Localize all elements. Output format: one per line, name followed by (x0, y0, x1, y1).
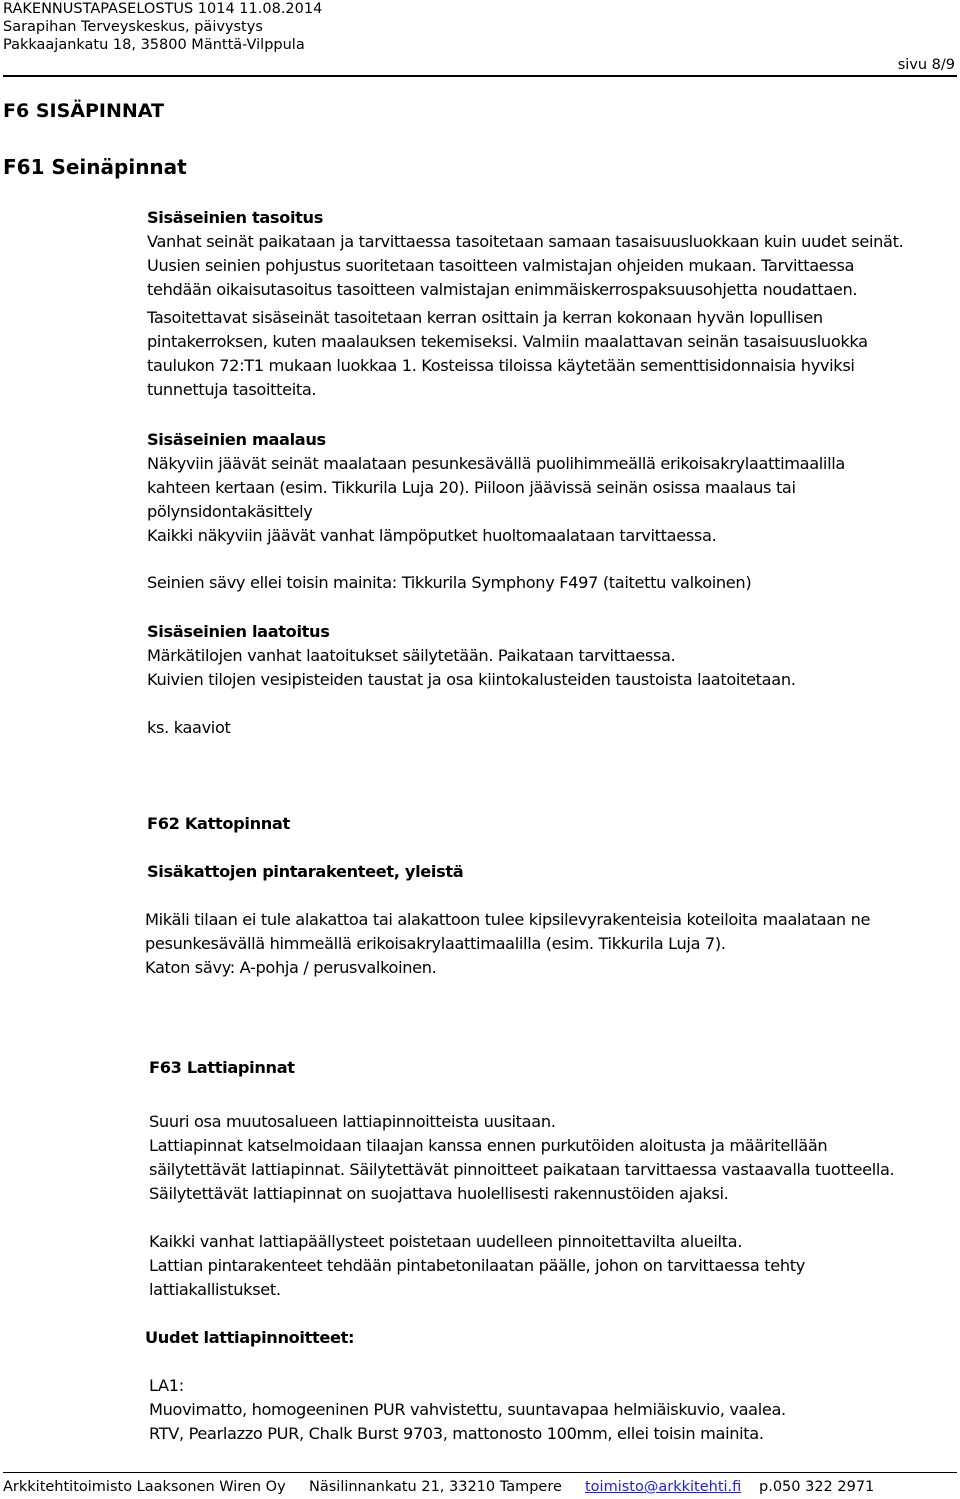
heading-new-floorings: Uudet lattiapinnoitteet: (145, 1328, 355, 1347)
tasoitus-line: tunnettuja tasoitteita. (147, 380, 317, 399)
la1-line: RTV, Pearlazzo PUR, Chalk Burst 9703, mattonosto 100mm, ellei toisin mainita. (149, 1424, 764, 1443)
footer-phone: p.050 322 2971 (759, 1479, 875, 1495)
laatoitus-line: Kuivien tilojen vesipisteiden taustat ja osa kiintokalusteiden taustoista laatoitetaan. (147, 670, 796, 689)
la1-line: Muovimatto, homogeeninen PUR vahvistettu, suuntavapaa helmiäiskuvio, vaalea. (149, 1400, 786, 1419)
maalaus-line: Kaikki näkyviin jäävät vanhat lämpöputket huoltomaalataan tarvittaessa. (147, 526, 717, 545)
tasoitus-line: Tasoitettavat sisäseinät tasoitetaan kerran osittain ja kerran kokonaan hyvän lopullisen (147, 308, 823, 327)
lattia-line: Suuri osa muutosalueen lattiapinnoitteista uusitaan. (149, 1112, 556, 1131)
lattia-line: Säilytettävät lattiapinnat on suojattava huolellisesti rakennustöiden ajaksi. (149, 1184, 729, 1203)
lattia-line: Lattian pintarakenteet tehdään pintabetonilaatan päälle, johon on tarvittaessa tehty (149, 1256, 805, 1275)
lattia-line: Kaikki vanhat lattiapäällysteet poistetaan uudelleen pinnoitettavilta alueilta. (149, 1232, 743, 1251)
maalaus-line: Näkyviin jäävät seinät maalataan pesunkesävällä puolihimmeällä erikoisakrylaattimaalilla (147, 454, 845, 473)
section-title-f61: F61 Seinäpinnat (3, 155, 187, 179)
footer-email-link[interactable]: toimisto@arkkitehti.fi (585, 1479, 742, 1495)
section-title-f62: F62 Kattopinnat (147, 814, 290, 833)
section-title-f6: F6 SISÄPINNAT (3, 100, 164, 122)
katto-line: pesunkesävällä himmeällä erikoisakrylaattimaalilla (esim. Tikkurila Luja 7). (145, 934, 726, 953)
diagram-reference: ks. kaaviot (147, 718, 231, 737)
maalaus-line: kahteen kertaan (esim. Tikkurila Luja 20). Piiloon jäävissä seinän osissa maalaus tai (147, 478, 796, 497)
page-number: sivu 8/9 (897, 57, 955, 73)
heading-kattopinnat: Sisäkattojen pintarakenteet, yleistä (147, 862, 464, 881)
katto-line: Mikäli tilaan ei tule alakattoa tai alakattoon tulee kipsilevyrakenteisia koteiloita maalataan ne (145, 910, 871, 929)
la1-label: LA1: (149, 1376, 184, 1395)
tasoitus-line: pintakerroksen, kuten maalauksen tekemiseksi. Valmiin maalattavan seinän tasaisuusluokka (147, 332, 868, 351)
header-divider (3, 75, 957, 77)
header-title: RAKENNUSTAPASELOSTUS 1014 11.08.2014 (3, 1, 323, 17)
maalaus-line: pölynsidontakäsittely (147, 502, 313, 521)
laatoitus-line: Märkätilojen vanhat laatoitukset säilytetään. Paikataan tarvittaessa. (147, 646, 676, 665)
footer-divider (3, 1472, 957, 1473)
lattia-line: säilytettävät lattiapinnat. Säilytettävät pinnoitteet paikataan tarvittaessa vastaavalla tuotteella. (149, 1160, 895, 1179)
footer-address: Näsilinnankatu 21, 33210 Tampere (309, 1479, 562, 1495)
header-project: Sarapihan Terveyskeskus, päivystys (3, 19, 263, 35)
wall-color-note: Seinien sävy ellei toisin mainita: Tikkurila Symphony F497 (taitettu valkoinen) (147, 573, 752, 592)
tasoitus-line: Uusien seinien pohjustus suoritetaan tasoitteen valmistajan ohjeiden mukaan. Tarvittaessa (147, 256, 855, 275)
tasoitus-line: tehdään oikaisutasoitus tasoitteen valmistajan enimmäiskerrospaksuusohjetta noudattaen. (147, 280, 858, 299)
tasoitus-line: Vanhat seinät paikataan ja tarvittaessa tasoitetaan samaan tasaisuusluokkaan kuin uudet seinät. (147, 232, 904, 251)
lattia-line: lattiakallistukset. (149, 1280, 281, 1299)
footer-company: Arkkitehtitoimisto Laaksonen Wiren Oy (3, 1479, 286, 1495)
lattia-line: Lattiapinnat katselmoidaan tilaajan kanssa ennen purkutöiden aloitusta ja määritellään (149, 1136, 828, 1155)
header-address: Pakkaajankatu 18, 35800 Mänttä-Vilppula (3, 37, 305, 53)
katto-line: Katon sävy: A-pohja / perusvalkoinen. (145, 958, 437, 977)
heading-tasoitus: Sisäseinien tasoitus (147, 208, 324, 227)
heading-maalaus: Sisäseinien maalaus (147, 430, 326, 449)
section-title-f63: F63 Lattiapinnat (149, 1058, 295, 1077)
tasoitus-line: taulukon 72:T1 mukaan luokkaa 1. Kosteissa tiloissa käytetään sementtisidonnaisia hyviksi (147, 356, 855, 375)
heading-laatoitus: Sisäseinien laatoitus (147, 622, 330, 641)
